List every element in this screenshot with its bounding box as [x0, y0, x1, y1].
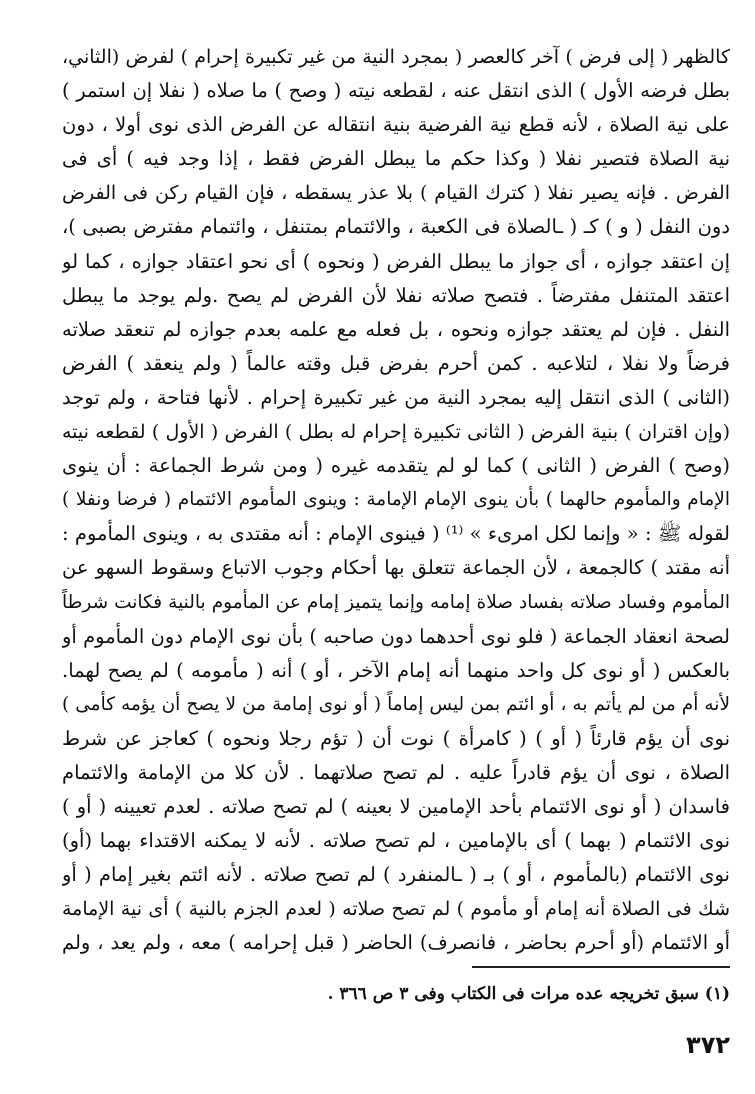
text-line: بطل فرضه الأول ) الذى انتقل عنه ، لقطعه نيته ( وصح ) ما صلاه ( نفلا إن استمر ) [62, 79, 730, 103]
text-line: نوى أن يؤم قارئاً ( أو ) ( كامرأة ) نوت أن ( تؤم رجلا ونحوه ) كعاجز عن شرط [62, 726, 730, 750]
text-line: على نية الصلاة ، لأنه قطع نية الفرضية بنية انتقاله عن الفرض الذى نوى أولا ، دون [62, 113, 730, 137]
text-line: (الثانى ) الذى انتقل إليه بمجرد النية من غير تكبيرة إحرام . لأنها فتاحة ، ولم توجد [62, 385, 730, 409]
text-line: كالظهر ( إلى فرض ) آخر كالعصر ( بمجرد النية من غير تكبيرة إحرام ) لفرض (الثاني، [62, 46, 730, 68]
footnote: (١) سبق تخريجه عده مرات فى الكتاب وفى ٣ ص ٣٦٦ . [327, 984, 730, 1004]
text-line: النفل . فإن لم يعتقد جوازه ونحوه ، بل فعله مع علمه بعدم جوازه لم تنعقد صلاته [62, 317, 730, 341]
text-line: بالعكس ( أو نوى كل واحد منهما أنه إمام الآخر ، أو ) أنه ( مأمومه ) لم يصح لهما. [62, 658, 730, 682]
text-line: (وصح ) الفرض ( الثانى ) كما لو لم يتقدمه غيره ( ومن شرط الجماعة : أن ينوى [62, 454, 730, 478]
text-line: دون النفل ( و ) كـ ( ـالصلاة فى الكعبة ، والائتمام بمتنفل ، وائتمام مفترض بصبى )، [62, 215, 730, 239]
text-line: أنه مقتد ) كالجمعة ، لأن الجماعة تتعلق بها أحكام وجوب الاتباع وسقوط السهو عن [62, 556, 730, 580]
footnote-separator [472, 966, 730, 968]
text-line: الإمام والمأموم حالهما ) بأن ينوى الإمام الإمامة : وينوى المأموم الائتمام ( فرضا ونفلا ) [62, 489, 730, 511]
text-line: لأنه أم من لم يأتم به ، أو ائتم بمن ليس إماماً ( أو نوى إمامة من لا يصح أن يؤمه كأمى ) [62, 693, 730, 715]
text-line: الفرض . فإنه يصير نفلا ( كترك القيام ) بلا عذر يسقطه ، فإن القيام ركن فى الفرض [62, 182, 730, 205]
text-line: إن اعتقد جوازه ، أى جواز ما يبطل الفرض ( ونحوه ) أى نحو اعتقاد جوازه ، كما لو [62, 249, 730, 273]
main-text [62, 40, 730, 961]
text-line: لقوله ﷺ : « وإنما لكل امرىء » ⁽¹⁾ ( فينوى الإمام : أنه مقتدى به ، وينوى المأموم : [62, 522, 730, 546]
text-line: شك فى الصلاة أنه إمام أو مأموم ) لم تصح صلاته ( لعدم الجزم بالنية ) أى نية الإمامة [62, 898, 730, 921]
text-line: أو الائتمام (أو أحرم بحاضر ، فانصرف) الحاضر ( قبل إحرامه ) معه ، ولم يعد ، ولم [62, 931, 730, 955]
text-line: فرضاً ولا نفلا ، لتلاعبه . كمن أحرم بفرض قبل وقته عالماً ( ولم ينعقد ) الفرض [62, 351, 730, 375]
text-line: اعتقد المتنفل مفترضاً . فتصح صلاته نفلا لأن الفرض لم يصح .ولم يوجد ما يبطل [62, 283, 730, 307]
text-line: نية الصلاة فتصير نفلا ( وكذا حكم ما يبطل الفرض فقط ، إذا وجد فيه ) أى فى [62, 147, 730, 171]
text-line: نوى الائتمام (بالمأموم ، أو ) بـ ( ـالمنفرد ) لم تصح صلاته . لأنه ائتم بغير إمام ( أو [62, 863, 730, 887]
text-line: الصلاة ، نوى أن يؤم قادراً عليه . لم تصح صلاتهما . لأن كلا من الإمامة والائتمام [62, 760, 730, 784]
text-line: المأموم وفساد صلاته بفساد صلاة إمامه وإنما يتميز إمام عن المأموم بالنية فكانت شرطاً [62, 591, 730, 613]
text-line: نوى الائتمام ( بهما ) أى بالإمامين ، لم تصح صلاته . لأنه لا يمكنه الاقتداء بهما (أو) [62, 829, 730, 853]
text-line: فاسدان ( أو نوى الائتمام بأحد الإمامين لا بعينه ) لم تصح صلاته . لعدم تعيينه ( أو ) [62, 795, 730, 819]
page-number: ٣٧٢ [686, 1031, 730, 1059]
text-line: (وإن اقتران ) بنية الفرض ( الثانى تكبيرة إحرام له بطل ) الفرض ( الأول ) لقطعه نيته [62, 421, 730, 444]
text-line: لصحة انعقاد الجماعة ( فلو نوى أحدهما دون صاحبه ) بأن نوى الإمام دون المأموم أو [62, 624, 730, 648]
